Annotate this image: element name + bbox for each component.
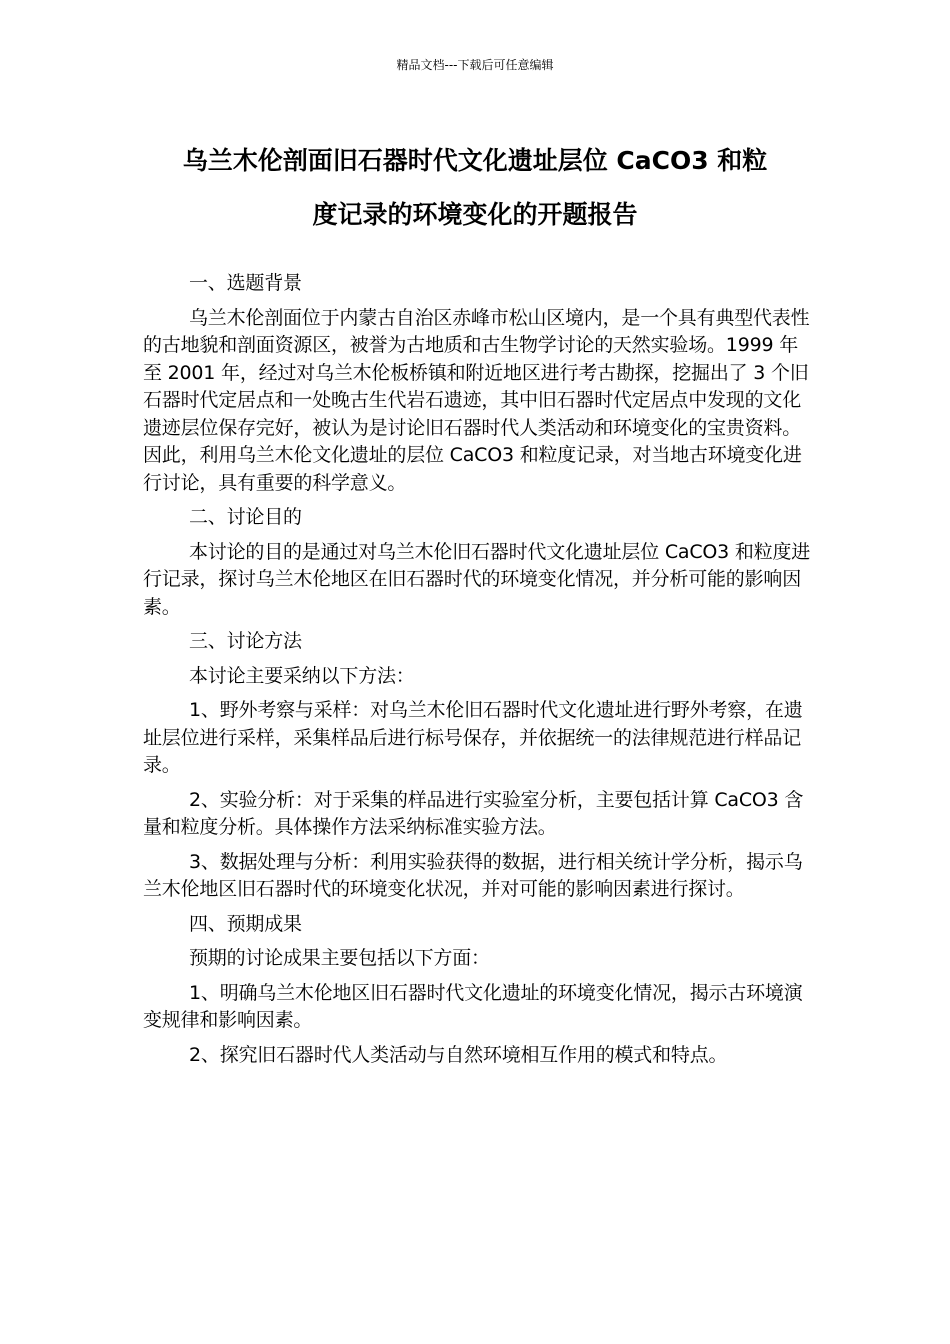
list-item-method-1: 1、野外考察与采样：对乌兰木伦旧石器时代文化遗址进行野外考察，在遗址层位进行采样，采集样品后进行标号保存，并依据统一的法律规范进行样品记录。	[143, 699, 803, 776]
document-body	[143, 270, 815, 1076]
section-heading-expected-results: 四、预期成果	[189, 912, 302, 935]
list-item-result-2: 2、探究旧石器时代人类活动与自然环境相互作用的模式和特点。	[189, 1043, 728, 1066]
document-title-line-1: 乌兰木伦剖面旧石器时代文化遗址层位 CaCO3 和粒	[182, 146, 768, 175]
list-item-method-3: 3、数据处理与分析：利用实验获得的数据，进行相关统计学分析，揭示乌兰木伦地区旧石器时代的环境变化状况，并对可能的影响因素进行探讨。	[143, 850, 803, 900]
paragraph-purpose: 本讨论的目的是通过对乌兰木伦旧石器时代文化遗址层位 CaCO3 和粒度进行记录，探讨乌兰木伦地区在旧石器时代的环境变化情况，并分析可能的影响因素。	[143, 540, 811, 618]
list-item-method-2: 2、实验分析：对于采集的样品进行实验室分析，主要包括计算 CaCO3 含量和粒度分析。具体操作方法采纳标准实验方法。	[143, 788, 804, 838]
section-heading-background: 一、选题背景	[189, 272, 302, 294]
section-heading-methods: 三、讨论方法	[189, 630, 302, 652]
paragraph-results-intro: 预期的讨论成果主要包括以下方面：	[189, 947, 490, 969]
document-title-line-2: 度记录的环境变化的开题报告	[312, 200, 638, 229]
page-header-watermark: 精品文档---下载后可任意编辑	[396, 58, 554, 72]
document-title	[140, 134, 810, 242]
paragraph-background: 乌兰木伦剖面位于内蒙古自治区赤峰市松山区境内，是一个具有典型代表性的古地貌和剖面资源区，被誉为古地质和古生物学讨论的天然实验场。1999 年至 2001 年，经过对乌兰木伦板桥镇和附近地区进行考古勘探，挖掘出了 3 个旧石器时代定居点和一处晚古生代岩石遗迹，其中旧石器时代定居点中发现的文化遗迹层位保存完好，被认为是讨论旧石器时代人类活动和环境变化的宝贵资料。因此，利用乌兰木伦文化遗址的层位 CaCO3 和粒度记录，对当地古环境变化进行讨论，具有重要的科学意义。	[143, 306, 810, 494]
list-item-result-1: 1、明确乌兰木伦地区旧石器时代文化遗址的环境变化情况，揭示古环境演变规律和影响因素。	[143, 981, 803, 1031]
paragraph-methods-intro: 本讨论主要采纳以下方法：	[189, 664, 415, 687]
section-heading-purpose: 二、讨论目的	[189, 506, 302, 528]
